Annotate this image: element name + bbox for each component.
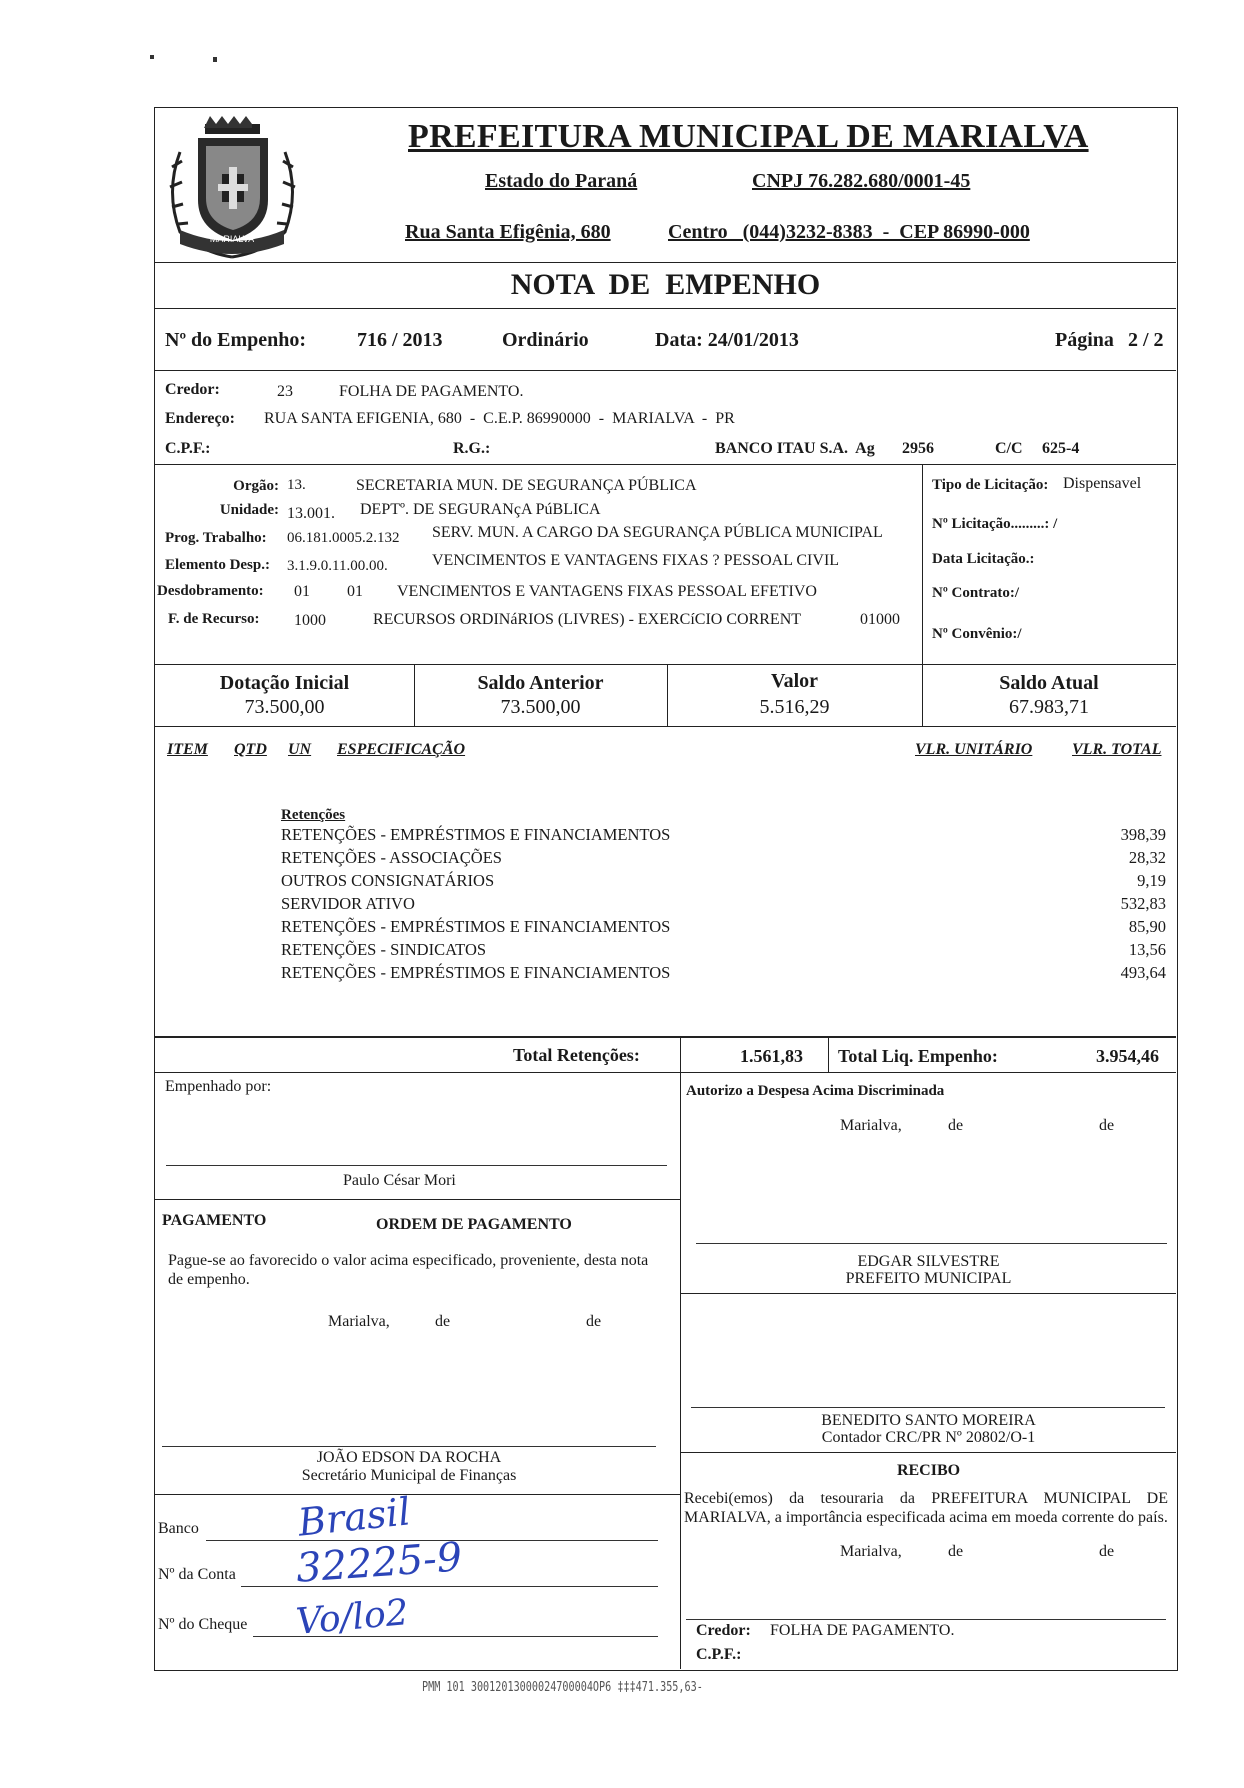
desdobramento-label: Desdobramento: [157,583,264,599]
total-liquido-label: Total Liq. Empenho: [838,1046,998,1066]
contrato-number: Nº Contrato:/ [932,585,1020,601]
saldo-value: 67.983,71 [1009,696,1089,718]
retencao-row [281,894,1166,917]
divider [155,726,1176,727]
page-title: PREFEITURA MUNICIPAL DE MARIALVA [408,118,1089,155]
recurso-code: 1000 [294,612,326,629]
divider [155,1036,1176,1038]
empenhado-label: Empenhado por: [165,1078,272,1095]
orgao-name: SECRETARIA MUN. DE SEGURANÇA PÚBLICA [356,477,697,494]
divider [680,1072,681,1669]
divider [155,1072,1176,1073]
empenho-number: 716 / 2013 [357,329,443,351]
pagamento-de1: de [435,1313,451,1330]
estado-label: Estado do Paraná [485,170,638,192]
orgao-label: Orgão: [233,478,279,494]
credor-name: FOLHA DE PAGAMENTO. [339,383,524,400]
saldo-value: 5.516,29 [759,696,830,718]
conta-handwritten: 32225-9 [294,1534,464,1592]
unidade-name: DEPTº. DE SEGURANçA PúBLICA [360,501,601,518]
footer-code: PMM 101 30012013000024700004OP6 ‡‡‡471.355,63- [422,1680,703,1695]
empenho-label: Nº do Empenho: [165,329,307,351]
total-retencoes-label: Total Retenções: [513,1045,640,1065]
autorizo-de2: de [1099,1117,1115,1134]
retencao-desc: SERVIDOR ATIVO [281,894,415,913]
saldo-label: Saldo Anterior [477,672,604,694]
saldo-value: 73.500,00 [500,696,581,718]
retencao-desc: RETENÇÕES - EMPRÉSTIMOS E FINANCIAMENTOS [281,825,671,844]
bank-name: BANCO ITAU S.A. Ag [715,440,875,457]
cnpj-label: CNPJ 76.282.680/0001-45 [752,170,971,192]
desdobramento-code2: 01 [347,583,363,600]
retencoes-title: Retenções [281,807,346,823]
credor-address: RUA SANTA EFIGENIA, 680 - C.E.P. 86990000 - MARIALVA - PR [264,410,735,427]
cheque-label: Nº do Cheque [158,1616,248,1633]
empenho-date: Data: 24/01/2013 [655,329,799,351]
elemento-label: Elemento Desp.: [165,557,270,573]
divider [828,1036,829,1072]
saldo-label: Dotação Inicial [219,672,350,694]
address-label: Rua Santa Efigênia, 680 [405,221,611,243]
licitacao-number: Nº Licitação.........: / [932,516,1058,532]
licitacao-type: Dispensavel [1063,475,1142,492]
col-item: ITEM [167,741,208,758]
recibo-local: Marialva, [840,1543,902,1560]
recurso-code2: 01000 [860,611,900,628]
autorizo-de1: de [948,1117,964,1134]
secretario-name: JOÃO EDSON DA ROCHA [316,1449,502,1466]
signature-line [686,1619,1166,1620]
divider [155,664,1176,665]
cc-number: 625-4 [1042,440,1080,457]
licitacao-type-label: Tipo de Licitação: [932,477,1049,493]
prefeito-role: PREFEITO MUNICIPAL [845,1270,1012,1287]
retencao-valor: 398,39 [1120,825,1166,844]
pagamento-label: PAGAMENTO [162,1212,267,1229]
cc-label: C/C [995,440,1023,457]
recibo-text: Recebi(emos) da tesouraria da PREFEITURA MUNICIPAL DE MARIALVA, a importância especificada acima em moeda corrente do país. [684,1490,1168,1526]
prefeito-name: EDGAR SILVESTRE [857,1253,1000,1270]
col-vlr-total: VLR. TOTAL [1072,741,1162,758]
col-un: UN [288,741,312,758]
retencao-valor: 9,19 [1137,871,1166,890]
prog-label: Prog. Trabalho: [165,530,267,546]
signature-line [691,1407,1165,1408]
credor-code: 23 [277,383,293,400]
unidade-code: 13.001. [287,505,335,522]
desdobramento-code1: 01 [294,583,310,600]
recibo-credor-label: Credor: [696,1622,751,1639]
total-liquido-value: 3.954,46 [1096,1046,1159,1066]
banco-handwritten: Brasil [296,1489,413,1545]
autorizo-local: Marialva, [840,1117,902,1134]
credor-label: Credor: [165,381,220,398]
conta-label: Nº da Conta [158,1566,236,1583]
recibo-cpf-label: C.P.F.: [696,1646,742,1663]
prog-name: SERV. MUN. A CARGO DA SEGURANÇA PÚBLICA MUNICIPAL [432,524,883,541]
retencoes-list [281,825,1166,986]
divider [681,1452,1176,1453]
elemento-name: VENCIMENTOS E VANTAGENS FIXAS ? PESSOAL CIVIL [432,552,840,569]
retencao-desc: OUTROS CONSIGNATÁRIOS [281,871,495,890]
prog-code: 06.181.0005.2.132 [287,530,400,546]
empenhado-name: Paulo César Mori [343,1172,456,1189]
saldo-label: Saldo Atual [999,672,1099,694]
retencao-row [281,871,1166,894]
divider [680,1036,681,1072]
unidade-label: Unidade: [219,502,279,518]
retencao-valor: 532,83 [1120,894,1166,913]
retencao-valor: 493,64 [1120,963,1166,982]
coat-of-arms-logo [160,112,305,260]
col-vlr-unitario: VLR. UNITÁRIO [915,741,1033,758]
page-label: Página [1055,329,1114,351]
saldo-value: 73.500,00 [244,696,325,718]
orgao-code: 13. [287,477,306,493]
contact-label: Centro (044)3232-8383 - CEP 86990-000 [668,221,1030,243]
scan-speck [150,55,154,59]
divider [922,464,923,664]
cheque-handwritten: Vo/lo2 [294,1592,411,1643]
divider [155,262,1176,263]
elemento-code: 3.1.9.0.11.00.00. [287,558,388,574]
retencao-desc: RETENÇÕES - ASSOCIAÇÕES [281,848,502,867]
svg-text:MARIALVA: MARIALVA [209,234,255,244]
pagamento-text: Pague-se ao favorecido o valor acima especificado, proveniente, desta nota de empenho. [168,1252,649,1288]
contador-role: Contador CRC/PR Nº 20802/O-1 [821,1429,1036,1446]
recibo-de2: de [1099,1543,1115,1560]
rg-label: R.G.: [453,440,491,457]
recibo-de1: de [948,1543,964,1560]
divider [155,1494,681,1495]
col-especificacao: ESPECIFICAÇÃO [337,741,466,758]
total-retencoes-value: 1.561,83 [740,1046,803,1066]
pagamento-local: Marialva, [328,1313,390,1330]
signature-line [162,1446,656,1447]
divider [155,1199,681,1200]
scan-speck [213,57,217,62]
retencao-desc: RETENÇÕES - SINDICATOS [281,940,487,959]
retencao-desc: RETENÇÕES - EMPRÉSTIMOS E FINANCIAMENTOS [281,917,671,936]
contador-name: BENEDITO SANTO MOREIRA [821,1412,1036,1429]
divider [681,1293,1176,1294]
retencao-row [281,848,1166,871]
licitacao-date: Data Licitação.: [932,551,1035,567]
retencao-row [281,917,1166,940]
desdobramento-name: VENCIMENTOS E VANTAGENS FIXAS PESSOAL EFETIVO [397,583,817,600]
saldo-label: Valor [770,670,819,692]
banco-label: Banco [158,1520,199,1537]
recibo-credor: FOLHA DE PAGAMENTO. [770,1622,955,1639]
retencao-valor: 28,32 [1128,848,1166,867]
bank-agency: 2956 [902,440,934,457]
divider [155,370,1176,371]
retencao-desc: RETENÇÕES - EMPRÉSTIMOS E FINANCIAMENTOS [281,963,671,982]
endereco-label: Endereço: [165,410,235,427]
recurso-name: RECURSOS ORDINáRIOS (LIVRES) - EXERCíCIO CORRENT [373,611,802,628]
cpf-label: C.P.F.: [165,440,211,457]
page-number: 2 / 2 [1128,329,1164,351]
signature-line [166,1165,667,1166]
empenho-type: Ordinário [502,329,589,351]
convenio-number: Nº Convênio:/ [932,626,1022,642]
autorizo-label: Autorizo a Despesa Acima Discriminada [686,1083,945,1099]
retencao-row [281,940,1166,963]
col-qtd: QTD [234,741,267,758]
retencao-row [281,825,1166,848]
recurso-label: F. de Recurso: [168,611,260,627]
retencao-row [281,963,1166,986]
secretario-role: Secretário Municipal de Finanças [301,1467,517,1484]
recibo-title: RECIBO [896,1462,961,1479]
pagamento-de2: de [586,1313,602,1330]
divider [155,464,1176,465]
retencao-valor: 85,90 [1128,917,1166,936]
divider [155,308,1176,309]
ordem-pagamento-label: ORDEM DE PAGAMENTO [376,1216,572,1233]
signature-line [696,1243,1167,1244]
document-title: NOTA DE EMPENHO [510,268,821,301]
retencao-valor: 13,56 [1128,940,1166,959]
